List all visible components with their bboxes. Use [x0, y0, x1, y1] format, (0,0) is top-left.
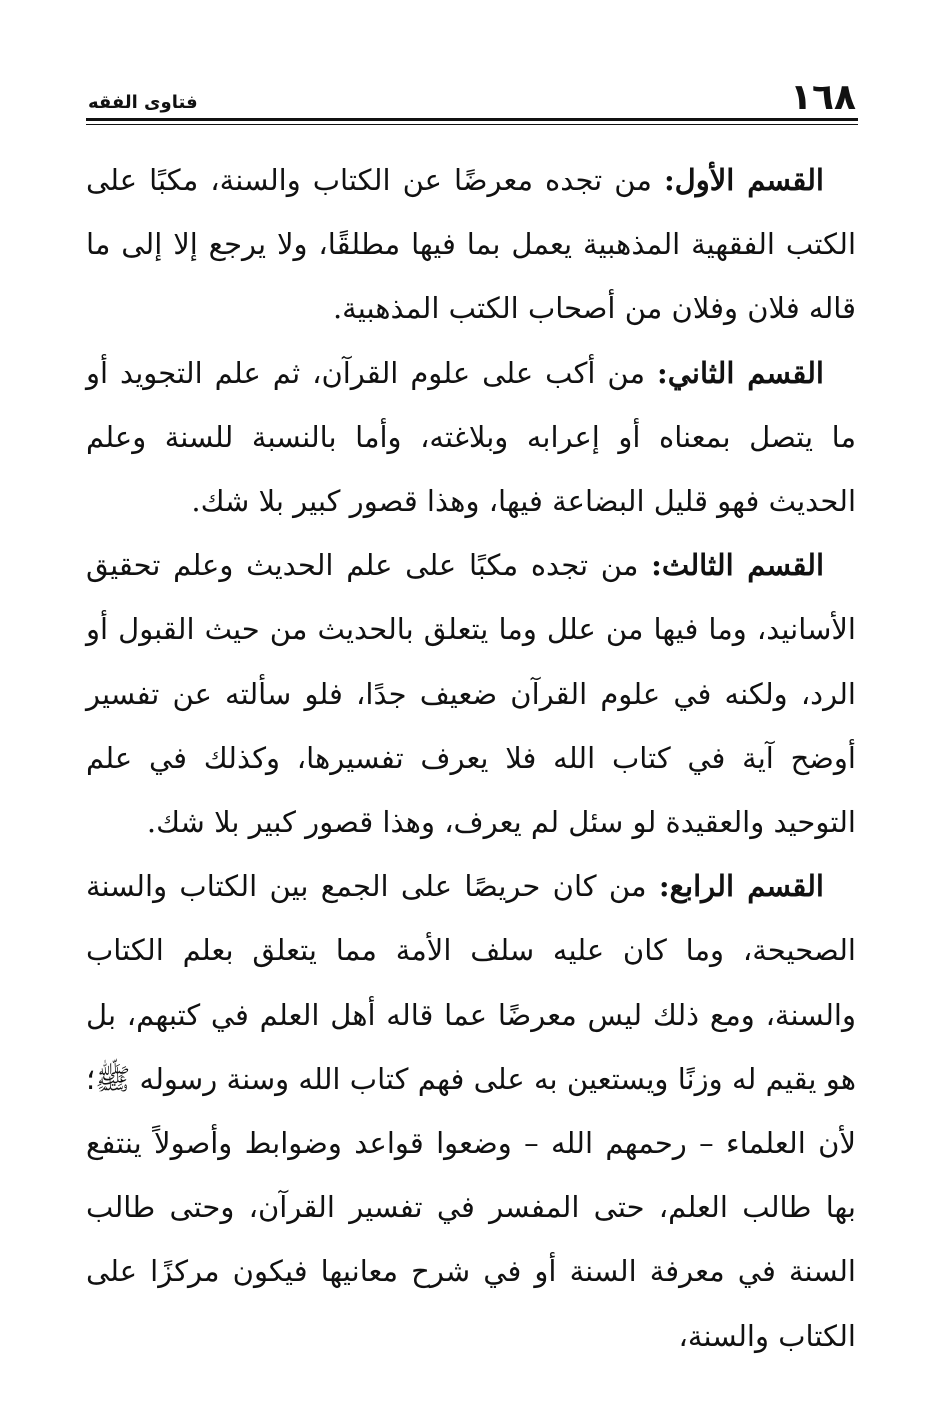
page-header: [88, 70, 856, 116]
paragraph-section-1: [86, 148, 856, 341]
running-title: فتاوى الفقه: [88, 92, 198, 113]
paragraph-lead: القسم الثاني:: [657, 355, 824, 390]
header-rule-thin: [86, 124, 858, 125]
paragraph-text: من تجده معرضًا عن الكتاب والسنة، مكبًا على الكتب الفقهية المذهبية يعمل بما فيها مطلقًا، ولا يرجع إلا إلى ما قاله فلان وفلان من أصحاب الكتب المذهبية.: [86, 163, 857, 326]
paragraph-lead: القسم الأول:: [663, 163, 824, 197]
body-text: [86, 148, 856, 1368]
paragraph-section-3: [86, 533, 856, 854]
header-rule-thick: [86, 118, 858, 121]
paragraph-section-2: [86, 341, 856, 534]
paragraph-lead: القسم الرابع:: [658, 869, 824, 904]
page-number: ١٦٨: [790, 77, 856, 118]
paragraph-text: من كان حريصًا على الجمع بين الكتاب والسنة الصحيحة، وما كان عليه سلف الأمة مما يتعلق بعلم الكتاب والسنة، ومع ذلك ليس معرضًا عما قاله أهل العلم في كتبهم، بل هو يقيم له وزنًا ويستعين به على فهم كتاب الله وسنة رسوله ﷺ؛ لأن العلماء – رحمهم الله – وضعوا قواعد وضوابط وأصولاً ينتفع بها طالب العلم، حتى المفسر في تفسير القرآن، وحتى طالب السنة في معرفة السنة أو في شرح معانيها فيكون مركزًا على الكتاب والسنة،: [86, 869, 856, 1353]
paragraph-text: من أكب على علوم القرآن، ثم علم التجويد أو ما يتصل بمعناه أو إعرابه وبلاغته، وأما بالنسبة للسنة وعلم الحديث فهو قليل البضاعة فيها، وهذا قصور كبير بلا شك.: [86, 355, 856, 519]
paragraph-lead: القسم الثالث:: [651, 548, 825, 583]
paragraph-text: من تجده مكبًا على علم الحديث وعلم تحقيق الأسانيد، وما فيها من علل وما يتعلق بالحديث من حيث القبول أو الرد، ولكنه في علوم القرآن ضعيف جدًا، فلو سألته عن تفسير أوضح آية في كتاب الله فلا يعرف تفسيرها، وكذلك في علم التوحيد والعقيدة لو سئل لم يعرف، وهذا قصور كبير بلا شك.: [86, 548, 856, 840]
paragraph-section-4: [86, 854, 856, 1368]
